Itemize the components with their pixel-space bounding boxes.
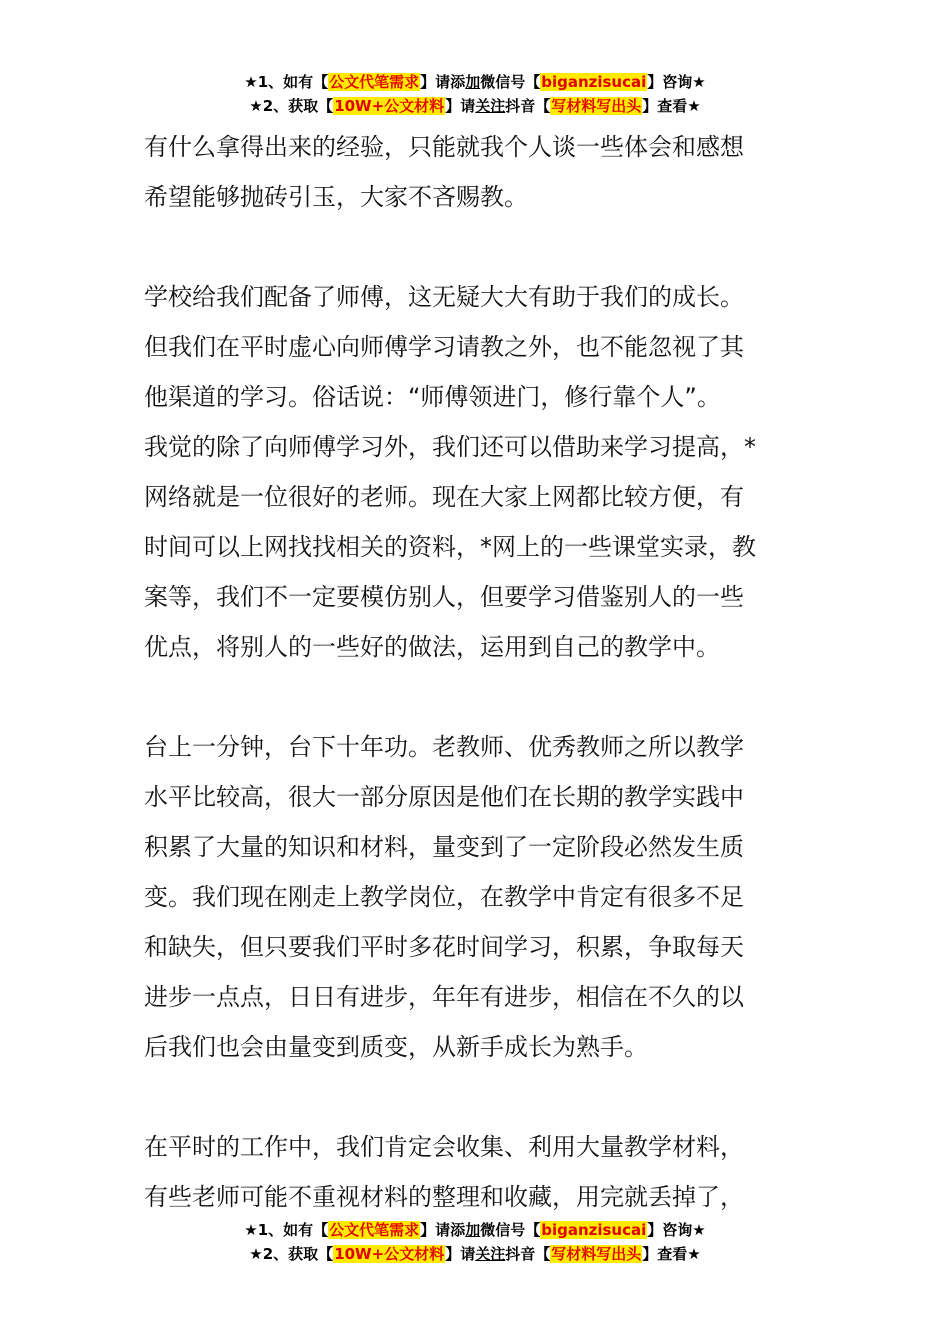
text-line: 积累了大量的知识和材料，量变到了一定阶段必然发生质 — [144, 833, 744, 861]
banner-highlight: 10W+公文材料 — [334, 97, 445, 115]
banner-text: 抖音【 — [505, 1245, 551, 1263]
text-line: 他渠道的学习。俗话说：“师傅领进门，修行靠个人”。 — [144, 383, 721, 411]
text-line: 进步一点点，日日有进步，年年有进步，相信在不久的以 — [144, 983, 744, 1011]
banner-highlight: 公文代笔需求 — [329, 73, 420, 91]
banner-text: 】请添 — [420, 73, 466, 91]
banner-text: 】咨询★ — [647, 1221, 706, 1239]
text-line: 我觉的除了向师傅学习外，我们还可以借助来学习提高，* — [144, 433, 756, 461]
paragraph — [144, 272, 814, 672]
paragraph — [144, 122, 814, 222]
text-line: 学校给我们配备了师傅，这无疑大大有助于我们的成长。 — [144, 283, 744, 311]
header-banner — [0, 70, 950, 118]
text-line: 优点，将别人的一些好的做法，运用到自己的教学中。 — [144, 633, 720, 661]
banner-underlined: 加 — [465, 1221, 481, 1239]
banner-text: 】请添 — [420, 1221, 466, 1239]
banner-highlight: 写材料写出头 — [551, 1245, 642, 1263]
text-line: 在平时的工作中，我们肯定会收集、利用大量教学材料， — [144, 1133, 744, 1161]
paragraph — [144, 722, 814, 1072]
banner-text: ★1、如有【 — [244, 73, 329, 91]
text-line: 后我们也会由量变到质变，从新手成长为熟手。 — [144, 1033, 648, 1061]
text-line: 和缺失，但只要我们平时多花时间学习，积累，争取每天 — [144, 933, 744, 961]
text-line: 有什么拿得出来的经验，只能就我个人谈一些体会和感想 — [144, 133, 744, 161]
banner-text: 】查看★ — [642, 97, 701, 115]
text-line: 水平比较高，很大一部分原因是他们在长期的教学实践中 — [144, 783, 744, 811]
banner-underlined: 关注 — [475, 97, 506, 115]
banner-text: 抖音【 — [505, 97, 551, 115]
footer-banner — [0, 1218, 950, 1266]
banner-highlight: 10W+公文材料 — [334, 1245, 445, 1263]
text-line: 但我们在平时虚心向师傅学习请教之外，也不能忽视了其 — [144, 333, 744, 361]
banner-highlight: biganzisucai — [541, 1221, 647, 1239]
document-body — [144, 122, 814, 1222]
banner-text: ★1、如有【 — [244, 1221, 329, 1239]
text-line: 变。我们现在刚走上教学岗位，在教学中肯定有很多不足 — [144, 883, 744, 911]
banner-text: ★2、获取【 — [249, 97, 334, 115]
text-line: 案等，我们不一定要模仿别人，但要学习借鉴别人的一些 — [144, 583, 744, 611]
banner-line-1 — [0, 70, 950, 94]
banner-line-2 — [0, 1242, 950, 1266]
banner-text: 微信号【 — [480, 73, 541, 91]
banner-text: ★2、获取【 — [249, 1245, 334, 1263]
banner-text: 】请 — [445, 97, 476, 115]
banner-highlight: biganzisucai — [541, 73, 647, 91]
banner-text: 】查看★ — [642, 1245, 701, 1263]
banner-underlined: 关注 — [475, 1245, 506, 1263]
banner-text: 】请 — [445, 1245, 476, 1263]
banner-highlight: 公文代笔需求 — [329, 1221, 420, 1239]
text-line: 时间可以上网找找相关的资料，*网上的一些课堂实录，教 — [144, 533, 756, 561]
banner-highlight: 写材料写出头 — [551, 97, 642, 115]
text-line: 网络就是一位很好的老师。现在大家上网都比较方便，有 — [144, 483, 744, 511]
banner-line-2 — [0, 94, 950, 118]
banner-underlined: 加 — [465, 73, 481, 91]
banner-text: 微信号【 — [480, 1221, 541, 1239]
banner-line-1 — [0, 1218, 950, 1242]
text-line: 有些老师可能不重视材料的整理和收藏，用完就丢掉了， — [144, 1183, 744, 1211]
paragraph — [144, 1122, 814, 1222]
banner-text: 】咨询★ — [647, 73, 706, 91]
text-line: 台上一分钟，台下十年功。老教师、优秀教师之所以教学 — [144, 733, 744, 761]
text-line: 希望能够抛砖引玉，大家不吝赐教。 — [144, 183, 528, 211]
